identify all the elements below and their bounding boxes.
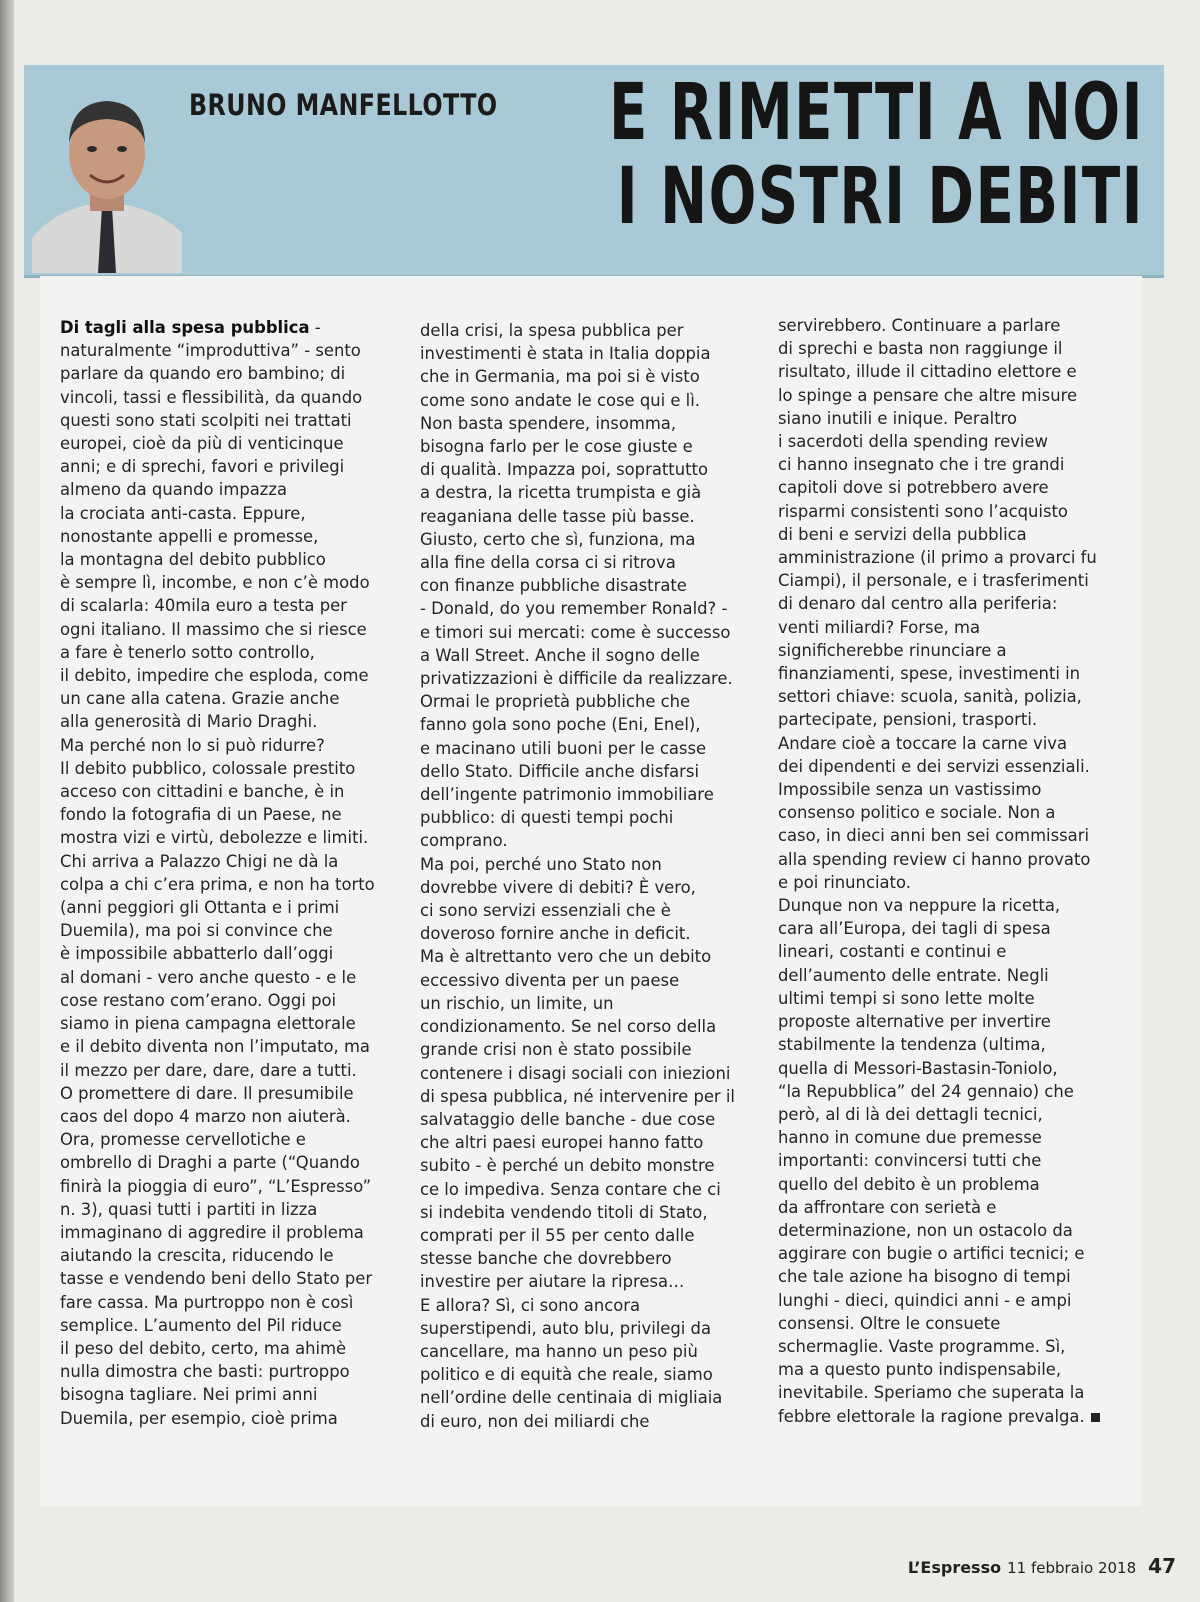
text-line: vincoli, tassi e flessibilità, da quando xyxy=(60,387,363,407)
text-line: dovrebbe vivere di debiti? È vero, xyxy=(420,877,696,897)
text-line: lo spinge a pensare che altre misure xyxy=(778,385,1078,405)
text-line: - Donald, do you remember Ronald? - xyxy=(420,599,728,619)
text-line: eccessivo diventa per un paese xyxy=(420,970,680,990)
text-line: determinazione, non un ostacolo da xyxy=(778,1220,1073,1240)
text-line: Chi arriva a Palazzo Chigi ne dà la xyxy=(60,851,339,871)
text-line: di euro, non dei miliardi che xyxy=(420,1411,650,1431)
text-line: pubblico: di questi tempi pochi xyxy=(420,808,674,828)
text-line: comprano. xyxy=(420,831,508,851)
text-line: importanti: convincersi tutti che xyxy=(778,1151,1042,1171)
text-line: fondo la fotografia di un Paese, ne xyxy=(60,805,342,825)
text-line: politico e di equità che reale, siamo xyxy=(420,1365,713,1385)
text-line: naturalmente “improduttiva” - sento xyxy=(60,341,361,361)
text-line: comprati per il 55 per cento dalle xyxy=(420,1225,695,1245)
text-line: cara all’Europa, dei tagli di spesa xyxy=(778,919,1051,939)
text-line: di spesa pubblica, né intervenire per il xyxy=(420,1086,735,1106)
text-line: la montagna del debito pubblico xyxy=(60,550,326,570)
text-line: venti miliardi? Forse, ma xyxy=(778,617,981,637)
text-line: Ma poi, perché uno Stato non xyxy=(420,854,662,874)
text-line: un rischio, un limite, un xyxy=(420,993,614,1013)
text-line: Non basta spendere, insomma, xyxy=(420,413,677,433)
text-line: n. 3), quasi tutti i partiti in lizza xyxy=(60,1199,318,1219)
text-line: della crisi, la spesa pubblica per xyxy=(420,321,684,340)
text-line: febbre elettorale la ragione prevalga. xyxy=(778,1405,1100,1428)
text-line: e poi rinunciato. xyxy=(778,872,911,892)
text-line: è sempre lì, incombe, e non c’è modo xyxy=(60,573,370,593)
text-line: stesse banche che dovrebbero xyxy=(420,1249,672,1269)
text-line: partecipate, pensioni, trasporti. xyxy=(778,710,1038,730)
article-title xyxy=(609,68,1144,242)
text-line: di scalarla: 40mila euro a testa per xyxy=(60,596,347,616)
text-line: amministrazione (il primo a provarci fu xyxy=(778,548,1097,568)
text-line: questi sono stati scolpiti nei trattati xyxy=(60,410,352,430)
text-line: siano inutili e inique. Peraltro xyxy=(778,408,1018,428)
text-line: ultimi tempi si sono lette molte xyxy=(778,988,1035,1008)
text-line: condizionamento. Se nel corso della xyxy=(420,1017,717,1037)
text-line: tasse e vendendo beni dello Stato per xyxy=(60,1269,373,1289)
text-line: (anni peggiori gli Ottanta e i primi xyxy=(60,898,340,918)
text-line: superstipendi, auto blu, privilegi da xyxy=(420,1318,711,1338)
text-line: si indebita vendendo titoli di Stato, xyxy=(420,1202,708,1222)
text-line: aggirare con bugie o artifici tecnici; e xyxy=(778,1244,1085,1264)
text-line: siamo in piena campagna elettorale xyxy=(60,1014,356,1034)
text-line: ce lo impediva. Senza contare che ci xyxy=(420,1179,721,1199)
text-line: caos del dopo 4 marzo non aiuterà. xyxy=(60,1106,351,1126)
text-line: il debito, impedire che esploda, come xyxy=(60,666,369,686)
text-line: cancellare, ma hanno un peso più xyxy=(420,1341,698,1361)
text-line: schermaglie. Vaste programme. Sì, xyxy=(778,1336,1066,1356)
text-line: Ma è altrettanto vero che un debito xyxy=(420,947,712,967)
text-line: Ma perché non lo si può ridurre? xyxy=(60,735,325,755)
magazine-name: L’Espresso xyxy=(907,1558,1002,1577)
text-line: però, al di là dei dettagli tecnici, xyxy=(778,1104,1043,1124)
text-line: colpa a chi c’era prima, e non ha torto xyxy=(60,874,375,894)
page-number: 47 xyxy=(1148,1554,1176,1578)
text-line: Giusto, certo che sì, funziona, ma xyxy=(420,529,696,549)
text-line: e il debito diventa non l’imputato, ma xyxy=(60,1037,370,1057)
text-line: finirà la pioggia di euro”, “L’Espresso” xyxy=(60,1176,372,1196)
text-line: investire per aiutare la ripresa… xyxy=(420,1272,685,1292)
text-line: che tale azione ha bisogno di tempi xyxy=(778,1267,1071,1287)
text-line: salvataggio delle banche - due cose xyxy=(420,1109,716,1129)
text-line: lineari, costanti e continui e xyxy=(778,942,1007,962)
text-line: di beni e servizi della pubblica xyxy=(778,524,1027,544)
text-line: e macinano utili buoni per le casse xyxy=(420,738,707,758)
author-name: BRUNO MANFELLOTTO xyxy=(189,88,498,122)
text-line: hanno in comune due premesse xyxy=(778,1128,1042,1148)
text-line: semplice. L’aumento del Pil riduce xyxy=(60,1315,342,1335)
text-line: capitoli dove si potrebbero avere xyxy=(778,478,1049,498)
page-spine xyxy=(0,0,14,1602)
text-line: a destra, la ricetta trumpista e già xyxy=(420,483,702,503)
text-line: Impossibile senza un vastissimo xyxy=(778,780,1042,800)
text-line: di denaro dal centro alla periferia: xyxy=(778,594,1058,614)
text-line: dell’ingente patrimonio immobiliare xyxy=(420,785,714,805)
text-line: subito - è perché un debito monstre xyxy=(420,1156,715,1176)
text-line: al domani - vero anche questo - e le xyxy=(60,967,357,987)
text-line: aiutando la crescita, riducendo le xyxy=(60,1246,334,1266)
title-line: E RIMETTI A NOI xyxy=(609,68,1144,158)
text-line: fare cassa. Ma purtroppo non è così xyxy=(60,1292,354,1312)
text-line: E allora? Sì, ci sono ancora xyxy=(420,1295,641,1315)
text-line: lunghi - dieci, quindici anni - e ampi xyxy=(778,1290,1072,1310)
text-line: privatizzazioni è difficile da realizzare. xyxy=(420,669,733,689)
text-line: stabilmente la tendenza (ultima, xyxy=(778,1035,1046,1055)
text-line: di qualità. Impazza poi, soprattutto xyxy=(420,460,708,480)
text-line: settori chiave: scuola, sanità, polizia, xyxy=(778,687,1082,707)
text-line: anni; e di sprechi, favori e privilegi xyxy=(60,457,345,477)
author-portrait xyxy=(32,73,182,273)
text-line: O promettere di dare. Il presumibile xyxy=(60,1083,354,1103)
text-line: Duemila), ma poi si convince che xyxy=(60,921,333,941)
article-body xyxy=(40,276,1142,1506)
text-line: caso, in dieci anni ben sei commissari xyxy=(778,826,1090,846)
text-line: ci sono servizi essenziali che è xyxy=(420,901,671,921)
text-line: europei, cioè da più di venticinque xyxy=(60,434,344,454)
text-line: ombrello di Draghi a parte (“Quando xyxy=(60,1153,360,1173)
text-line: dello Stato. Difficile anche disfarsi xyxy=(420,761,700,781)
text-line: dei dipendenti e dei servizi essenziali. xyxy=(778,756,1090,776)
text-line: bisogna tagliare. Nei primi anni xyxy=(60,1385,318,1405)
lead-continuation: - xyxy=(309,318,321,337)
text-line: quella di Messori-Bastasin-Toniolo, xyxy=(778,1058,1058,1078)
text-line xyxy=(60,316,375,339)
text-column-3 xyxy=(778,314,1100,1428)
text-line: inevitabile. Speriamo che superata la xyxy=(778,1383,1085,1403)
text-line: alla generosità di Mario Draghi. xyxy=(60,712,318,732)
text-line: almeno da quando impazza xyxy=(60,480,288,500)
text-line: è impossibile abbatterlo dall’oggi xyxy=(60,944,334,964)
text-line: consensi. Oltre le consuete xyxy=(778,1313,1001,1333)
text-line: proposte alternative per invertire xyxy=(778,1012,1051,1032)
text-line: i sacerdoti della spending review xyxy=(778,432,1048,452)
text-line: come sono andate le cose qui e lì. xyxy=(420,390,700,410)
text-line: ma a questo punto indispensabile, xyxy=(778,1360,1062,1380)
text-line: significherebbe rinunciare a xyxy=(778,640,1007,660)
text-line: Duemila, per esempio, cioè prima xyxy=(60,1408,338,1428)
text-line: fanno gola sono poche (Eni, Enel), xyxy=(420,715,701,735)
text-line: dell’aumento delle entrate. Negli xyxy=(778,965,1049,985)
text-line: acceso con cittadini e banche, è in xyxy=(60,782,345,802)
text-line: “la Repubblica” del 24 gennaio) che xyxy=(778,1081,1074,1101)
magazine-page xyxy=(14,0,1200,1602)
issue-date: 11 febbraio 2018 xyxy=(1007,1559,1137,1577)
text-line: il mezzo per dare, dare, dare a tutti. xyxy=(60,1060,357,1080)
text-line: alla spending review ci hanno provato xyxy=(778,849,1091,869)
text-line: quello del debito è un problema xyxy=(778,1174,1040,1194)
text-line: il peso del debito, certo, ma ahimè xyxy=(60,1338,347,1358)
title-line: I NOSTRI DEBITI xyxy=(616,152,1144,242)
text-column-1 xyxy=(60,316,375,1430)
text-line: ci hanno insegnato che i tre grandi xyxy=(778,455,1065,475)
text-line: reaganiana delle tasse più basse. xyxy=(420,506,695,526)
text-line: un cane alla catena. Grazie anche xyxy=(60,689,340,709)
text-line: Ciampi), il personale, e i trasferimenti xyxy=(778,571,1089,591)
text-line: nell’ordine delle centinaia di migliaia xyxy=(420,1388,723,1408)
page-footer xyxy=(908,1554,1176,1578)
text-line: che altri paesi europei hanno fatto xyxy=(420,1133,704,1153)
article-header xyxy=(24,65,1164,278)
text-line: che in Germania, ma poi si è visto xyxy=(420,367,700,387)
text-line: a Wall Street. Anche il sogno delle xyxy=(420,645,700,665)
text-line: alla fine della corsa ci si ritrova xyxy=(420,553,676,573)
text-column-2 xyxy=(420,319,735,1433)
text-line: finanziamenti, spese, investimenti in xyxy=(778,664,1081,684)
text-line: Ora, promesse cervellotiche e xyxy=(60,1130,306,1150)
text-line: immaginano di aggredire il problema xyxy=(60,1222,364,1242)
text-line: di sprechi e basta non raggiunge il xyxy=(778,339,1063,359)
text-line: ogni italiano. Il massimo che si riesce xyxy=(60,619,367,639)
text-line: bisogna farlo per le cose giuste e xyxy=(420,437,693,457)
end-mark xyxy=(1091,1413,1100,1422)
text-line: consenso politico e sociale. Non a xyxy=(778,803,1056,823)
text-line: servirebbero. Continuare a parlare xyxy=(778,316,1061,335)
text-line: Il debito pubblico, colossale prestito xyxy=(60,758,356,778)
text-line: Ormai le proprietà pubbliche che xyxy=(420,692,691,712)
text-line: contenere i disagi sociali con iniezioni xyxy=(420,1063,731,1083)
text-line: e timori sui mercati: come è successo xyxy=(420,622,731,642)
text-line: risparmi consistenti sono l’acquisto xyxy=(778,501,1068,521)
lead-text: Di tagli alla spesa pubblica xyxy=(60,318,310,337)
text-line: grande crisi non è stato possibile xyxy=(420,1040,692,1060)
text-line: nonostante appelli e promesse, xyxy=(60,526,319,546)
text-line: da affrontare con serietà e xyxy=(778,1197,997,1217)
text-line: mostra vizi e virtù, debolezze e limiti. xyxy=(60,828,369,848)
text-line: con finanze pubbliche disastrate xyxy=(420,576,687,596)
text-line: a fare è tenerlo sotto controllo, xyxy=(60,642,315,662)
text-line: parlare da quando ero bambino; di xyxy=(60,364,346,384)
text-line: investimenti è stata in Italia doppia xyxy=(420,344,711,364)
text-line: Andare cioè a toccare la carne viva xyxy=(778,733,1068,753)
text-line: doveroso fornire anche in deficit. xyxy=(420,924,691,944)
text-line: risultato, illude il cittadino elettore e xyxy=(778,362,1077,382)
text-line: Dunque non va neppure la ricetta, xyxy=(778,896,1061,916)
text-line: nulla dimostra che basti: purtroppo xyxy=(60,1362,350,1382)
text-line: la crociata anti-casta. Eppure, xyxy=(60,503,306,523)
text-line: cose restano com’erano. Oggi poi xyxy=(60,990,337,1010)
